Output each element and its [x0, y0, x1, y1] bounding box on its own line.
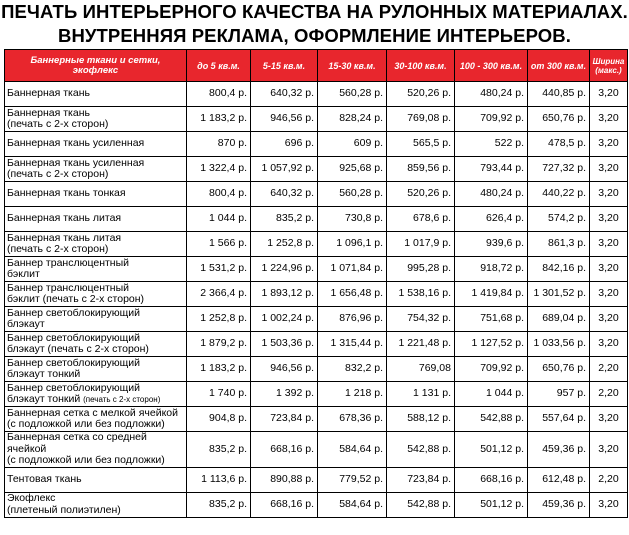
width-cell: 3,20 — [590, 82, 628, 107]
price-cell: 727,32 р. — [528, 157, 590, 182]
price-cell: 1 131 р. — [387, 382, 455, 407]
material-name: Баннерная ткань литая (печать с 2-х сторон) — [7, 231, 122, 255]
price-cell: 925,68 р. — [318, 157, 387, 182]
price-cell: 574,2 р. — [528, 207, 590, 232]
material-name: Баннерная ткань — [7, 87, 90, 100]
material-name: Баннер светоблокирующий блэкаут (печать с 2-х сторон) — [7, 331, 149, 355]
price-cell: 1 127,52 р. — [455, 332, 528, 357]
table-row — [5, 357, 628, 382]
price-cell: 779,52 р. — [318, 467, 387, 492]
price-cell: 501,12 р. — [455, 432, 528, 468]
price-cell: 1 879,2 р. — [187, 332, 251, 357]
material-name: Баннер транслюцентный бэклит (печать с 2-х сторон) — [7, 281, 145, 305]
price-cell: 1 113,6 р. — [187, 467, 251, 492]
price-cell: 542,88 р. — [455, 407, 528, 432]
material-name-cell — [5, 357, 187, 382]
material-name-cell — [5, 157, 187, 182]
width-cell: 3,20 — [590, 232, 628, 257]
material-name-cell — [5, 432, 187, 468]
price-cell: 1 740 р. — [187, 382, 251, 407]
width-cell: 2,20 — [590, 467, 628, 492]
price-cell: 1 183,2 р. — [187, 357, 251, 382]
header-col-1: до 5 кв.м. — [187, 50, 251, 82]
table-row — [5, 207, 628, 232]
table-row — [5, 257, 628, 282]
table-row — [5, 282, 628, 307]
price-cell: 520,26 р. — [387, 82, 455, 107]
price-cell: 1 252,8 р. — [251, 232, 318, 257]
price-cell: 1 566 р. — [187, 232, 251, 257]
price-cell: 557,64 р. — [528, 407, 590, 432]
table-row — [5, 432, 628, 468]
price-cell: 918,72 р. — [455, 257, 528, 282]
price-cell: 832,2 р. — [318, 357, 387, 382]
material-note: (печать с 2-х сторон) — [83, 395, 161, 404]
material-name-cell — [5, 182, 187, 207]
table-body — [5, 82, 628, 518]
price-cell: 640,32 р. — [251, 82, 318, 107]
material-name-cell — [5, 407, 187, 432]
table-row — [5, 382, 628, 407]
price-cell: 478,5 р. — [528, 132, 590, 157]
table-row — [5, 232, 628, 257]
price-cell: 668,16 р. — [455, 467, 528, 492]
material-name-cell — [5, 282, 187, 307]
width-cell: 3,20 — [590, 107, 628, 132]
price-cell: 696 р. — [251, 132, 318, 157]
price-table — [4, 49, 628, 518]
price-cell: 835,2 р. — [187, 432, 251, 468]
material-name: Баннерная ткань литая — [7, 212, 122, 225]
price-cell: 709,92 р. — [455, 357, 528, 382]
table-row — [5, 182, 628, 207]
header-material: Баннерные ткани и сетки, экофлекс — [5, 50, 187, 82]
price-cell: 793,44 р. — [455, 157, 528, 182]
price-cell: 800,4 р. — [187, 182, 251, 207]
price-cell: 995,28 р. — [387, 257, 455, 282]
width-cell: 3,20 — [590, 492, 628, 517]
price-cell: 501,12 р. — [455, 492, 528, 517]
material-name-cell — [5, 107, 187, 132]
width-cell: 3,20 — [590, 132, 628, 157]
material-name: Баннер светоблокирующий блэкаут — [7, 306, 140, 330]
width-cell: 3,20 — [590, 207, 628, 232]
page-title — [0, 0, 629, 48]
material-name-cell — [5, 207, 187, 232]
price-cell: 560,28 р. — [318, 182, 387, 207]
table-row — [5, 307, 628, 332]
material-name: Баннерная ткань тонкая — [7, 187, 126, 200]
price-cell: 1 503,36 р. — [251, 332, 318, 357]
width-cell: 3,20 — [590, 257, 628, 282]
price-cell: 668,16 р. — [251, 432, 318, 468]
price-cell: 678,36 р. — [318, 407, 387, 432]
material-name: Экофлекс (плетеный полиэтилен) — [7, 492, 121, 516]
price-cell: 709,92 р. — [455, 107, 528, 132]
price-cell: 828,24 р. — [318, 107, 387, 132]
price-cell: 800,4 р. — [187, 82, 251, 107]
price-cell: 946,56 р. — [251, 107, 318, 132]
price-cell: 1 252,8 р. — [187, 307, 251, 332]
price-cell: 520,26 р. — [387, 182, 455, 207]
price-cell: 859,56 р. — [387, 157, 455, 182]
price-cell: 2 366,4 р. — [187, 282, 251, 307]
table-row — [5, 407, 628, 432]
width-cell: 3,20 — [590, 407, 628, 432]
table-row — [5, 467, 628, 492]
price-cell: 957 р. — [528, 382, 590, 407]
price-cell: 1 044 р. — [187, 207, 251, 232]
header-col-4: 30-100 кв.м. — [387, 50, 455, 82]
price-cell: 1 531,2 р. — [187, 257, 251, 282]
price-cell: 1 183,2 р. — [187, 107, 251, 132]
price-cell: 769,08 р. — [387, 107, 455, 132]
price-cell: 754,32 р. — [387, 307, 455, 332]
price-cell: 870 р. — [187, 132, 251, 157]
price-cell: 584,64 р. — [318, 492, 387, 517]
price-cell: 626,4 р. — [455, 207, 528, 232]
price-cell: 890,88 р. — [251, 467, 318, 492]
table-row — [5, 82, 628, 107]
price-cell: 640,32 р. — [251, 182, 318, 207]
price-cell: 723,84 р. — [251, 407, 318, 432]
material-name: Баннер светоблокирующий блэкаут тонкий — [7, 356, 140, 380]
price-cell: 1 221,48 р. — [387, 332, 455, 357]
material-name-cell — [5, 492, 187, 517]
price-cell: 440,22 р. — [528, 182, 590, 207]
price-cell: 584,64 р. — [318, 432, 387, 468]
price-cell: 542,88 р. — [387, 432, 455, 468]
material-name: Тентовая ткань — [7, 472, 82, 485]
price-cell: 1 044 р. — [455, 382, 528, 407]
material-name-cell — [5, 232, 187, 257]
price-cell: 1 224,96 р. — [251, 257, 318, 282]
material-name: Баннерная ткань усиленная (печать с 2-х сторон) — [7, 156, 145, 180]
material-name: Баннерная сетка с мелкой ячейкой (с подложкой или без подложки) — [7, 406, 178, 430]
width-cell: 3,20 — [590, 332, 628, 357]
price-cell: 650,76 р. — [528, 107, 590, 132]
price-cell: 459,36 р. — [528, 492, 590, 517]
material-name: Баннерная ткань усиленная — [7, 137, 145, 150]
price-cell: 751,68 р. — [455, 307, 528, 332]
price-cell: 835,2 р. — [187, 492, 251, 517]
price-cell: 723,84 р. — [387, 467, 455, 492]
material-name: Баннер светоблокирующий блэкаут тонкий — [7, 381, 140, 405]
price-cell: 1 538,16 р. — [387, 282, 455, 307]
table-row — [5, 157, 628, 182]
price-cell: 1 033,56 р. — [528, 332, 590, 357]
header-col-3: 15-30 кв.м. — [318, 50, 387, 82]
price-cell: 522 р. — [455, 132, 528, 157]
price-cell: 542,88 р. — [387, 492, 455, 517]
material-name-cell — [5, 82, 187, 107]
material-name-cell — [5, 467, 187, 492]
header-col-2: 5-15 кв.м. — [251, 50, 318, 82]
price-cell: 480,24 р. — [455, 82, 528, 107]
material-name: Баннерная ткань (печать с 2-х сторон) — [7, 106, 109, 130]
price-cell: 1 322,4 р. — [187, 157, 251, 182]
price-cell: 904,8 р. — [187, 407, 251, 432]
price-cell: 939,6 р. — [455, 232, 528, 257]
price-cell: 1 057,92 р. — [251, 157, 318, 182]
material-name-cell — [5, 257, 187, 282]
table-row — [5, 332, 628, 357]
title-line-2: ВНУТРЕННЯЯ РЕКЛАМА, ОФОРМЛЕНИЕ ИНТЕРЬЕРОВ. — [57, 25, 571, 46]
width-cell: 3,20 — [590, 307, 628, 332]
price-cell: 668,16 р. — [251, 492, 318, 517]
material-name-cell — [5, 307, 187, 332]
price-cell: 1 315,44 р. — [318, 332, 387, 357]
table-row — [5, 107, 628, 132]
header-width: Ширина (макс.) — [590, 50, 628, 82]
price-cell: 459,36 р. — [528, 432, 590, 468]
price-cell: 1 218 р. — [318, 382, 387, 407]
price-cell: 730,8 р. — [318, 207, 387, 232]
material-name-cell — [5, 132, 187, 157]
price-cell: 612,48 р. — [528, 467, 590, 492]
material-name-cell — [5, 332, 187, 357]
table-row — [5, 492, 628, 517]
material-name: Баннер транслюцентный бэклит — [7, 256, 130, 280]
price-cell: 769,08 — [387, 357, 455, 382]
width-cell: 3,20 — [590, 432, 628, 468]
price-cell: 440,85 р. — [528, 82, 590, 107]
price-cell: 861,3 р. — [528, 232, 590, 257]
header-col-5: 100 - 300 кв.м. — [455, 50, 528, 82]
price-cell: 560,28 р. — [318, 82, 387, 107]
table-row — [5, 132, 628, 157]
header-col-6: от 300 кв.м. — [528, 50, 590, 82]
material-name: Баннерная сетка со средней ячейкой (с подложкой или без подложки) — [7, 431, 165, 466]
price-cell: 1 893,12 р. — [251, 282, 318, 307]
price-cell: 946,56 р. — [251, 357, 318, 382]
price-cell: 1 071,84 р. — [318, 257, 387, 282]
price-cell: 609 р. — [318, 132, 387, 157]
width-cell: 3,20 — [590, 182, 628, 207]
price-cell: 650,76 р. — [528, 357, 590, 382]
title-line-1: ПЕЧАТЬ ИНТЕРЬЕРНОГО КАЧЕСТВА НА РУЛОННЫХ МАТЕРИАЛАХ. — [1, 1, 628, 22]
width-cell: 3,20 — [590, 282, 628, 307]
price-cell: 876,96 р. — [318, 307, 387, 332]
price-cell: 835,2 р. — [251, 207, 318, 232]
price-cell: 842,16 р. — [528, 257, 590, 282]
width-cell: 2,20 — [590, 382, 628, 407]
price-cell: 1 017,9 р. — [387, 232, 455, 257]
material-name-cell — [5, 382, 187, 407]
price-cell: 1 419,84 р. — [455, 282, 528, 307]
price-cell: 1 002,24 р. — [251, 307, 318, 332]
price-cell: 678,6 р. — [387, 207, 455, 232]
price-cell: 1 096,1 р. — [318, 232, 387, 257]
table-header-row — [5, 50, 628, 82]
price-cell: 689,04 р. — [528, 307, 590, 332]
price-cell: 1 301,52 р. — [528, 282, 590, 307]
price-cell: 565,5 р. — [387, 132, 455, 157]
price-cell: 588,12 р. — [387, 407, 455, 432]
price-cell: 1 392 р. — [251, 382, 318, 407]
price-cell: 480,24 р. — [455, 182, 528, 207]
price-cell: 1 656,48 р. — [318, 282, 387, 307]
width-cell: 3,20 — [590, 157, 628, 182]
width-cell: 2,20 — [590, 357, 628, 382]
